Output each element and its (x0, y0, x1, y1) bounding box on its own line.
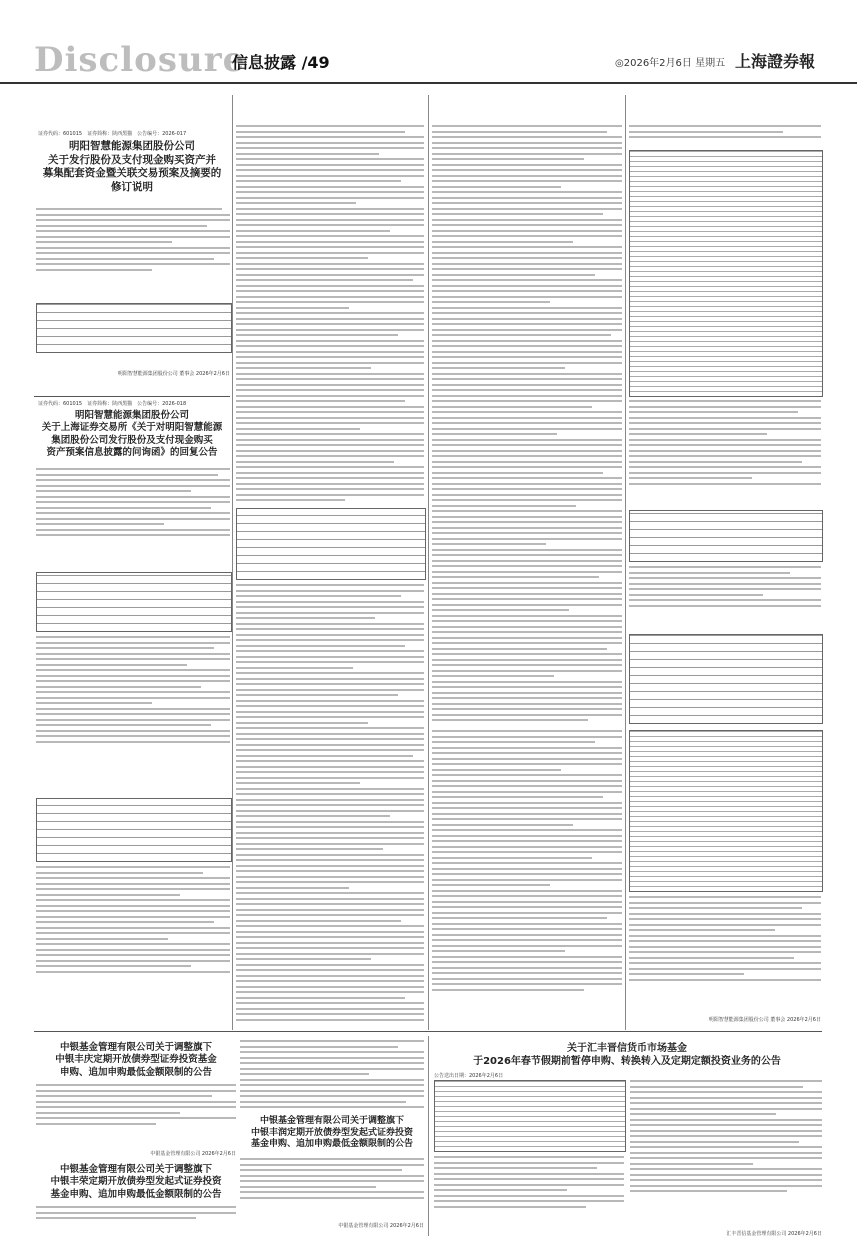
column-4-body-end (629, 896, 821, 1014)
article-6-signature: 汇丰晋信基金管理有限公司 2026年2月6日 (726, 1231, 822, 1237)
column-divider (625, 95, 626, 1030)
article-5-title: 中银基金管理有限公司关于调整旗下 中银丰润定期开放债券型发起式证券投资 基金申购、追加申购最低金额限制的公告 (240, 1112, 424, 1151)
article-6-body-right (630, 1080, 822, 1228)
article-2-body-cont (36, 636, 230, 796)
column-4-body (629, 125, 821, 147)
article-2-table (36, 572, 232, 632)
article-6-title: 关于汇丰晋信货币市场基金 于2026年春节假期前暂停申购、转换转入及定期定额投资业务的公告 (473, 1043, 781, 1067)
column-3-body-cont (432, 730, 622, 1026)
section-page-label: 信息披露 /49 (232, 53, 330, 72)
column-divider (428, 95, 429, 1030)
page-header (0, 38, 857, 84)
article-2-signature: 明阳智慧能源集团股份公司 董事会 2026年2月6日 (708, 1017, 821, 1023)
article-1-signature: 明阳智慧能源集团股份公司 董事会 2026年2月6日 (117, 371, 230, 377)
brand-masthead: Disclosure (34, 40, 246, 80)
column-2-table (236, 508, 426, 580)
article-2-meta: 证券代码：601015 证券简称：陕西黑猫 公告编号：2026-018 (38, 401, 187, 407)
article-1-meta: 证券代码：601015 证券简称：陕西黑猫 公告编号：2026-017 (38, 131, 187, 137)
article-6-table (434, 1080, 626, 1152)
article-4-body (36, 1206, 236, 1234)
issue-date: ◎2026年2月6日 星期五 (615, 58, 726, 69)
newspaper-logo: 上海證券報 (735, 52, 816, 71)
article-3-signature: 中银基金管理有限公司 2026年2月6日 (150, 1151, 236, 1157)
article-5-signature: 中银基金管理有限公司 2026年2月6日 (338, 1223, 424, 1229)
column-4-table-3 (629, 634, 823, 724)
column-4-table-4 (629, 730, 823, 892)
column-4-body-mid2 (629, 566, 821, 630)
column-4-table-2 (629, 510, 823, 562)
column-divider (232, 95, 233, 1030)
article-1-body (36, 208, 230, 303)
article-3-body (36, 1084, 236, 1148)
article-1-title: 明阳智慧能源集团股份公司 关于发行股份及支付现金购买资产并 募集配套资金暨关联交易预案及摘要的 修订说明 (42, 140, 222, 193)
article-4-title: 中银基金管理有限公司关于调整旗下 中银丰荣定期开放债券型发起式证券投资 基金申购、追加申购最低金额限制的公告 (50, 1164, 222, 1200)
article-2-table-2 (36, 798, 232, 862)
article-2-body (36, 468, 230, 568)
article-6-body-left (434, 1156, 624, 1232)
column-divider (428, 1036, 429, 1236)
column-3-body (432, 125, 622, 725)
column-2-body-cont (236, 584, 424, 1024)
article-divider (34, 396, 230, 397)
column-4-table-1 (629, 150, 823, 397)
article-2-title: 明阳智慧能源集团股份公司 关于上海证券交易所《关于对明阳智慧能源 集团股份公司发行股份及支付现金购买 资产预案信息披露的问询函》的回复公告 (41, 410, 223, 459)
column-2-body (236, 125, 424, 505)
article-3-title: 中银基金管理有限公司关于调整旗下 中银丰庆定期开放债券型证券投资基金 申购、追加申购最低金额限制的公告 (55, 1042, 217, 1078)
column-4-body-mid (629, 400, 821, 508)
section-divider (34, 1031, 822, 1032)
article-2-body-end (36, 866, 230, 1026)
article-1-table (36, 303, 232, 353)
article-5-body (240, 1158, 424, 1220)
article-6-meta: 公告送出日期：2026年2月6日 (434, 1073, 504, 1079)
